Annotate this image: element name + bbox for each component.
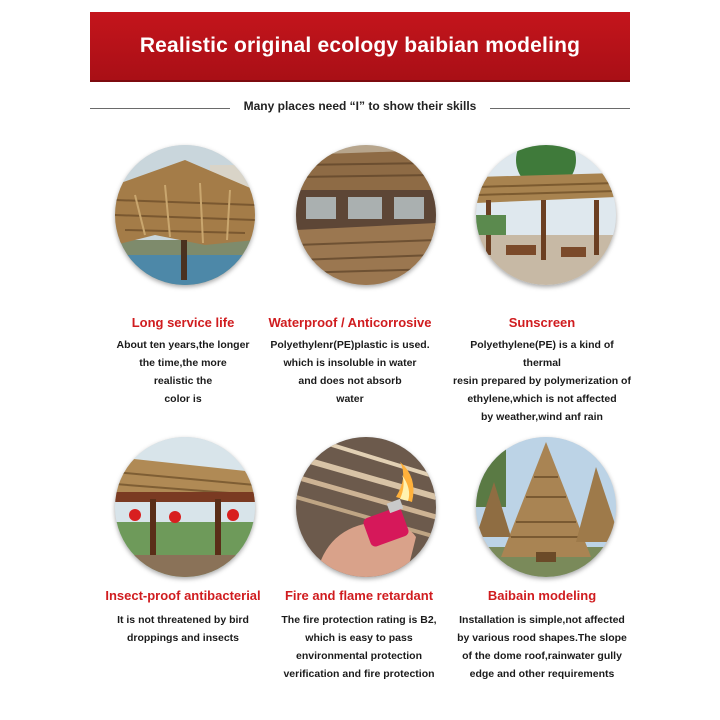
feature-title: Long service life (131, 315, 235, 330)
thatched-house-image (296, 145, 436, 285)
feature-description: It is not threatened by bird droppings and insects (117, 614, 249, 644)
feature-title: Waterproof / Anticorrosive (268, 315, 432, 330)
thatched-cone-roofs-image (476, 437, 616, 577)
feature-description: Installation is simple,not affected by various rood shapes.The slope of the dome roof,rainwater gully edge and other requirements (457, 614, 627, 680)
feature-card-insect-proof (93, 437, 273, 707)
feature-card-baibain-modeling (452, 437, 632, 707)
feature-card-long-service-life (93, 145, 273, 415)
thatched-veranda-image (115, 437, 255, 577)
feature-title: Sunscreen (508, 315, 576, 330)
feature-description: About ten years,the longer the time,the more realistic the color is (116, 339, 250, 405)
feature-description: The fire protection rating is B2, which is easy to pass environmental protection verification and fire protection (281, 614, 437, 680)
feature-card-sunscreen (452, 145, 632, 423)
feature-title: Insect-proof antibacterial (105, 588, 261, 603)
feature-title: Fire and flame retardant (284, 588, 434, 603)
thatched-pavilion-image (476, 145, 616, 285)
feature-card-fire-retardant (269, 437, 449, 707)
subtitle: Many places need “I” to show their skills (243, 99, 477, 113)
header-banner (90, 12, 630, 82)
divider-right (490, 108, 630, 109)
feature-description: Polyethylenr(PE)plastic is used. which is insoluble in water and does not absorb water (270, 339, 430, 405)
divider-left (90, 108, 230, 109)
feature-card-waterproof (260, 145, 440, 415)
feature-description: Polyethylene(PE) is a kind of thermal resin prepared by polymerization of ethylene,which is not affected by weather,wind anf rain (453, 339, 631, 423)
thatched-umbrella-image (115, 145, 255, 285)
feature-title: Baibain modeling (487, 588, 597, 603)
page-title: Realistic original ecology baibian modeling (139, 34, 581, 57)
subtitle-row (90, 96, 630, 120)
lighter-flame-image (296, 437, 436, 577)
